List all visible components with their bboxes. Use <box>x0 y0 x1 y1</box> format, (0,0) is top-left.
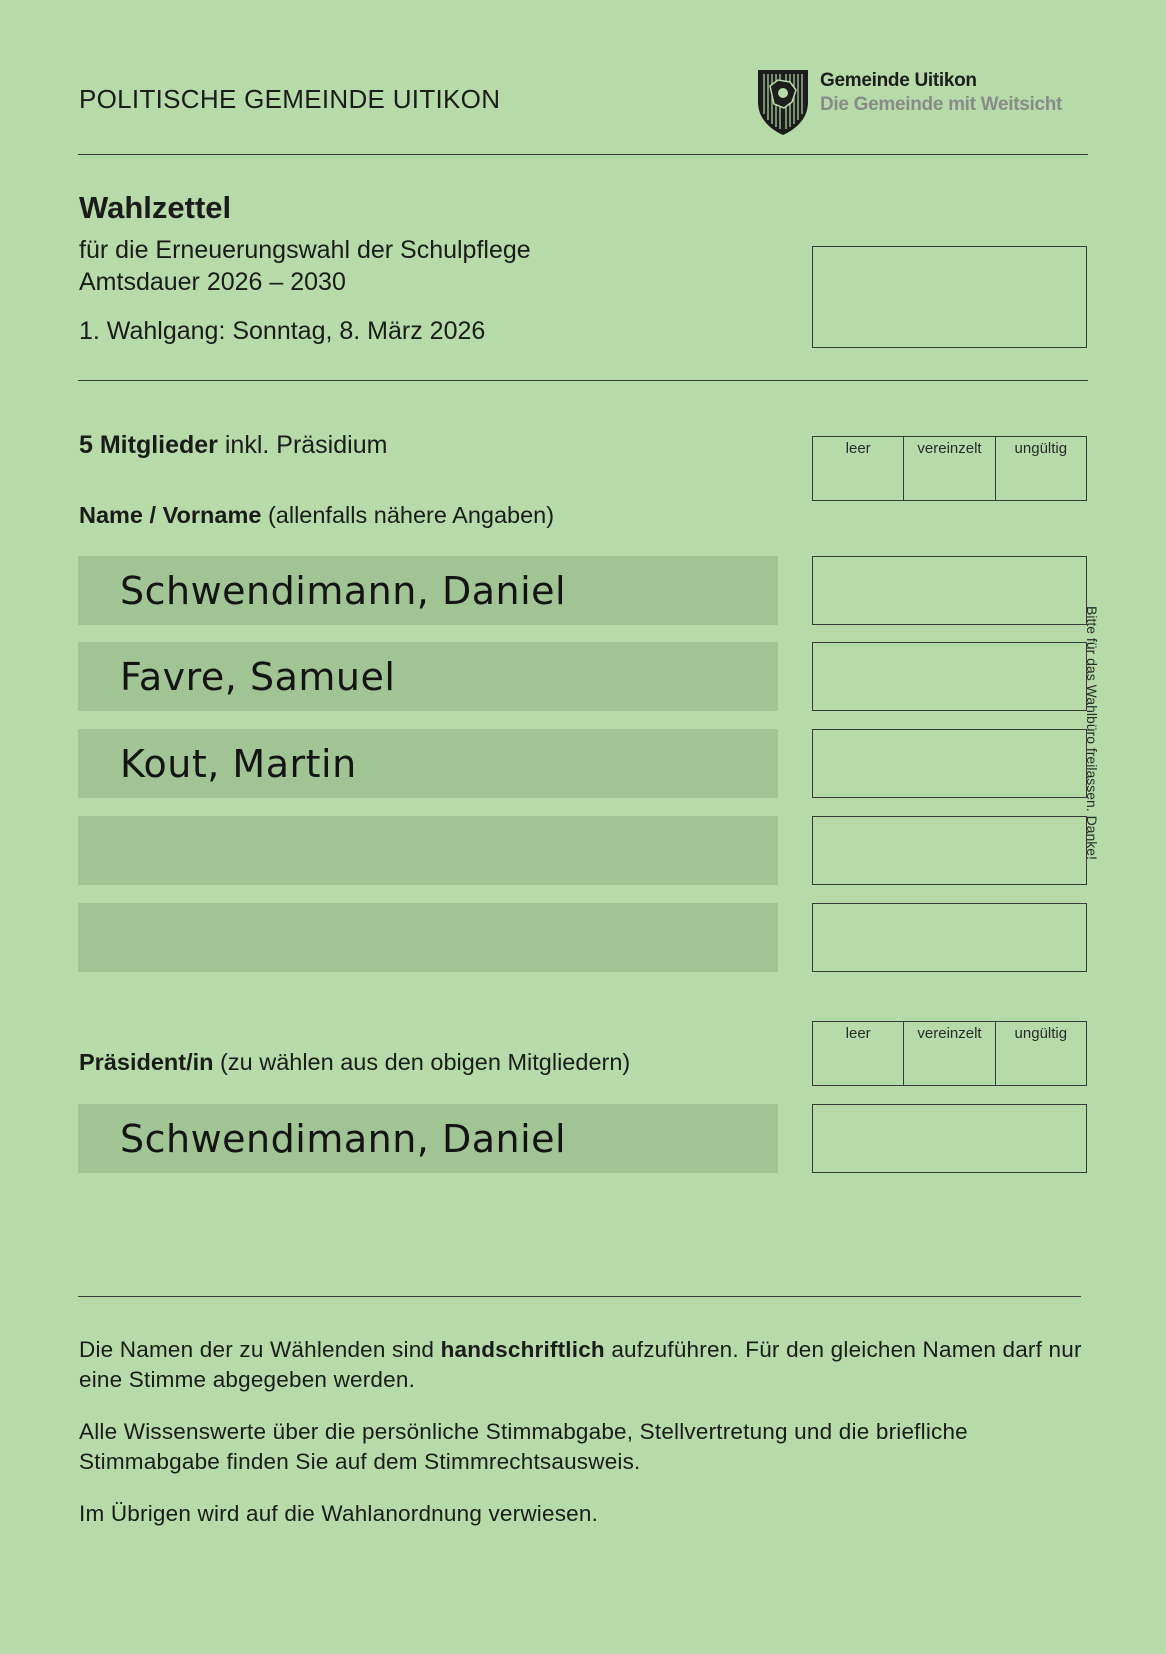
ballot-term: Amtsdauer 2026 – 2030 <box>79 268 346 296</box>
member-name-field-2[interactable]: Favre, Samuel <box>78 642 778 711</box>
municipality-title: POLITISCHE GEMEINDE UITIKON <box>79 84 501 114</box>
president-tally-header <box>812 1021 1087 1086</box>
instruction-paragraph-1: Die Namen der zu Wählenden sind handschriftlich aufzuführen. Für den gleichen Namen darf nur eine Stimme abgegeben werden. <box>79 1337 1082 1392</box>
tally-leer: leer <box>813 1022 904 1085</box>
president-tally-box <box>812 1104 1087 1173</box>
divider <box>78 380 1088 381</box>
members-count: 5 Mitglieder <box>79 431 218 459</box>
member-name-field-3[interactable]: Kout, Martin <box>78 729 778 798</box>
name-column-label <box>79 502 554 529</box>
ballot-title: Wahlzettel <box>79 190 232 225</box>
office-use-note: Bitte für das Wahlbüro freilassen. Danke! <box>1084 606 1100 860</box>
tally-ungueltig: ungültig <box>1014 1025 1068 1042</box>
member-tally-box-1 <box>812 556 1087 625</box>
member-tally-box-4 <box>812 816 1087 885</box>
tally-ungueltig: ungültig <box>1014 440 1068 457</box>
members-note: inkl. Präsidium <box>224 431 388 459</box>
divider <box>78 154 1088 155</box>
member-name-field-1[interactable]: Schwendimann, Daniel <box>78 556 778 625</box>
tally-vereinzelt: vereinzelt <box>904 1022 995 1085</box>
tally-leer: leer <box>813 437 904 500</box>
member-tally-box-3 <box>812 729 1087 798</box>
logo-tagline: Die Gemeinde mit Weitsicht <box>820 94 1063 115</box>
member-name-field-5[interactable] <box>78 903 778 972</box>
president-label-note: (zu wählen aus den obigen Mitgliedern) <box>220 1049 631 1075</box>
name-label-note: (allenfalls nähere Angaben) <box>267 502 555 528</box>
tally-vereinzelt: vereinzelt <box>904 437 995 500</box>
member-name-field-4[interactable] <box>78 816 778 885</box>
ballot-subtitle: für die Erneuerungswahl der Schulpflege <box>79 236 531 264</box>
divider <box>78 1296 1081 1297</box>
president-name-field[interactable]: Schwendimann, Daniel <box>78 1104 778 1173</box>
members-label <box>79 431 387 460</box>
member-tally-box-2 <box>812 642 1087 711</box>
coat-of-arms-icon <box>756 68 810 136</box>
ballot-round: 1. Wahlgang: Sonntag, 8. März 2026 <box>79 317 486 345</box>
name-label-bold: Name / Vorname <box>79 502 262 528</box>
office-stamp-box <box>812 246 1087 348</box>
member-tally-box-5 <box>812 903 1087 972</box>
municipality-logo <box>756 68 1086 138</box>
instruction-paragraph-3: Im Übrigen wird auf die Wahlanordnung verwiesen. <box>79 1501 599 1526</box>
members-tally-header <box>812 436 1087 501</box>
president-label <box>79 1049 630 1076</box>
instruction-paragraph-2: Alle Wissenswerte über die persönliche Stimmabgabe, Stellvertretung und die briefliche Stimmabgabe finden Sie auf dem Stimmrechtsausweis. <box>79 1419 968 1474</box>
president-label-bold: Präsident/in <box>79 1049 214 1075</box>
instructions <box>79 1335 1089 1529</box>
logo-name: Gemeinde Uitikon <box>820 70 977 91</box>
